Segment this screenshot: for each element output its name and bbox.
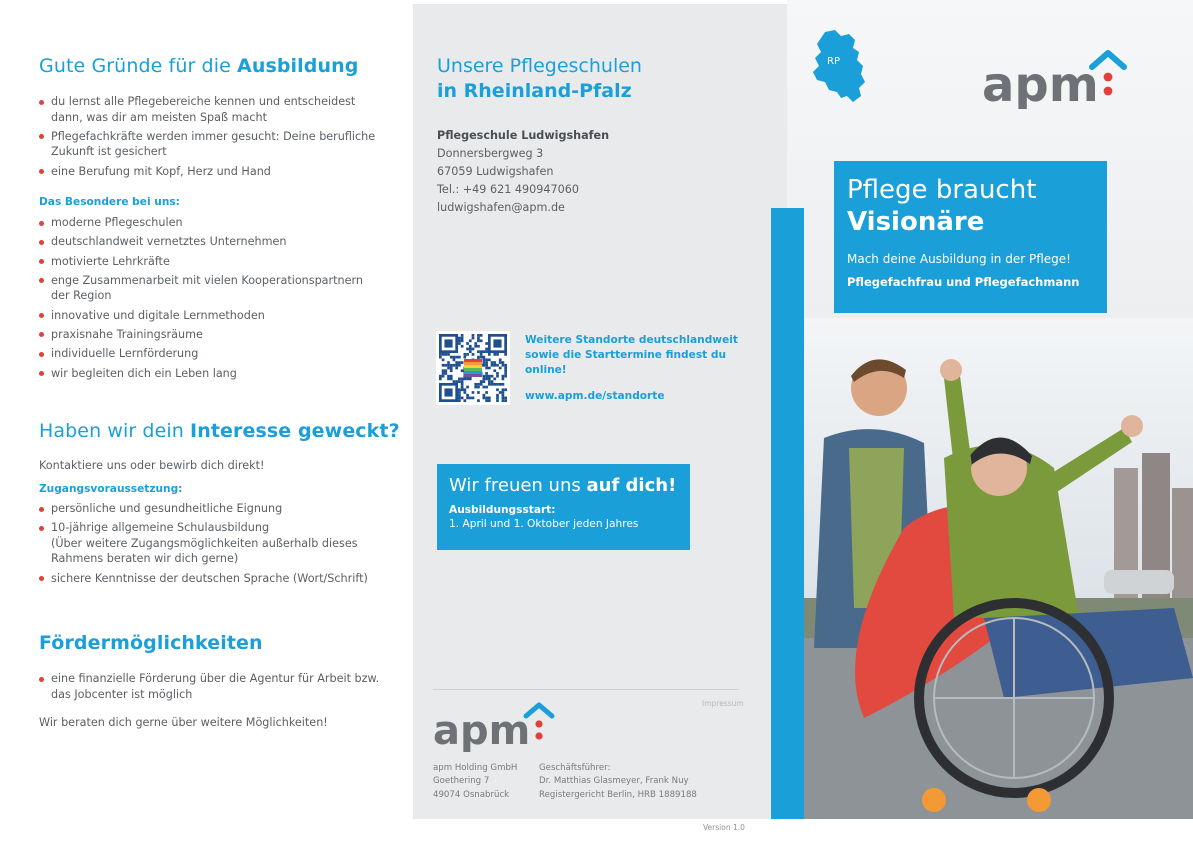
list-item: wir begleiten dich ein Leben lang [39,366,384,382]
list-item: moderne Pflegeschulen [39,215,384,231]
school-street: Donnersbergweg 3 [437,147,544,160]
left-panel [0,0,413,850]
list-item: enge Zusammenarbeit mit vielen Kooperationspartnern der Region [39,273,384,304]
impressum-label: Impressum [702,699,744,708]
version-label: Version 1.0 [703,823,745,832]
list-item: du lernst alle Pflegebereiche kennen und entscheidest dann, was dir am meisten Spaß macht [39,94,384,125]
footer-management [539,762,697,802]
list-item: Pflegefachkräfte werden immer gesucht: Deine berufliche Zukunft ist gesichert [39,129,384,160]
list-item: sichere Kenntnisse der deutschen Sprache (Wort/Schrift) [39,571,384,587]
requirements-list [39,501,384,590]
list-item [39,520,384,567]
footer-register: Registergericht Berlin, HRB 1889188 [539,789,697,800]
heading-gute-gruende [39,55,358,77]
start-dates: 1. April und 1. Oktober jeden Jahres [449,518,639,530]
standorte-link[interactable]: www.apm.de/standorte [525,390,665,402]
school-phone[interactable]: Tel.: +49 621 490947060 [437,183,579,196]
qr-code-icon [439,334,507,402]
school-name: Pflegeschule Ludwigshafen [437,129,610,142]
list-item: motivierte Lehrkräfte [39,254,384,270]
qr-description: Weitere Standorte deutschlandweit sowie die Starttermine findest du online! [525,334,738,376]
list-item: praxisnahe Trainingsräume [39,327,384,343]
hero-subtitle: Mach deine Ausbildung in der Pflege! [847,252,1071,266]
heading-bold-text: Ausbildung [237,55,359,77]
features-list [39,215,384,385]
list-item: innovative und digitale Lernmethoden [39,308,384,324]
welcome-title-bold: auf dich! [586,475,677,496]
contact-intro: Kontaktiere uns oder bewirb dich direkt! [39,459,265,472]
divider [433,689,739,690]
school-address [437,127,609,217]
blue-accent-strip [771,208,804,819]
heading-plain-text: Haben wir dein [39,420,191,442]
funding-outro: Wir beraten dich gerne über weitere Möglichkeiten! [39,716,328,729]
heading-interesse [39,420,400,442]
list-item: eine finanzielle Förderung über die Agentur für Arbeit bzw. das Jobcenter ist möglich [39,671,384,702]
list-item: persönliche und gesundheitliche Eignung [39,501,384,517]
rheinland-pfalz-map [811,30,867,108]
subheading-besondere: Das Besondere bei uns: [39,196,180,208]
start-label: Ausbildungsstart: [449,504,556,516]
footer-company [433,762,517,802]
school-city: 67059 Ludwigshafen [437,165,554,178]
apm-logo-top [982,45,1142,113]
map-icon [811,30,867,104]
qr-code[interactable] [436,331,510,405]
right-panel [787,0,1193,819]
footer-ceo-names: Dr. Matthias Glasmeyer, Frank Nuy [539,776,689,787]
hero-profession: Pflegefachfrau und Pflegefachmann [847,275,1080,289]
hero-box [834,161,1107,313]
apm-logo-text: apm [982,57,1099,109]
schools-title-line2: in Rheinland-Pfalz [437,80,632,102]
region-label: RP [827,56,840,67]
list-item: deutschlandweit vernetztes Unternehmen [39,234,384,250]
hero-title-line1: Pflege braucht [847,175,1037,205]
school-email-link[interactable]: ludwigshafen@apm.de [437,201,565,214]
apm-logo [433,700,573,756]
reasons-list [39,94,384,183]
welcome-box [437,464,690,550]
footer-street: Goethering 7 [433,776,490,787]
footer-company-name: apm Holding GmbH [433,763,518,773]
list-item: eine Berufung mit Kopf, Herz und Hand [39,164,384,180]
heading-plain-text: Gute Gründe für die [39,55,238,77]
list-item: individuelle Lernförderung [39,346,384,362]
list-item-note: (Über weitere Zugangsmöglichkeiten außerhalb dieses Rahmens beraten wir dich gerne) [51,536,358,566]
schools-title-line1: Unsere Pflegeschulen [437,55,642,77]
apm-logo-text: apm [433,708,531,752]
footer-ceo-label: Geschäftsführer: [539,763,611,773]
list-item-text: 10-jährige allgemeine Schulausbildung [51,521,270,535]
apm-logo-icon [982,45,1142,109]
welcome-title [449,475,678,496]
subheading-zugang: Zugangsvoraussetzung: [39,483,183,495]
heading-bold-text: Interesse geweckt? [190,420,400,442]
welcome-title-plain: Wir freuen uns [449,475,587,496]
apm-logo-icon [433,700,573,752]
hero-photo [804,318,1193,819]
heading-foerder: Fördermöglichkeiten [39,632,263,654]
middle-panel [413,4,787,819]
footer-city: 49074 Osnabrück [433,789,510,800]
wheelchair-photo-illustration [804,318,1193,819]
hero-title-line2: Visionäre [847,207,985,237]
schools-title [437,54,642,104]
funding-list [39,671,384,706]
